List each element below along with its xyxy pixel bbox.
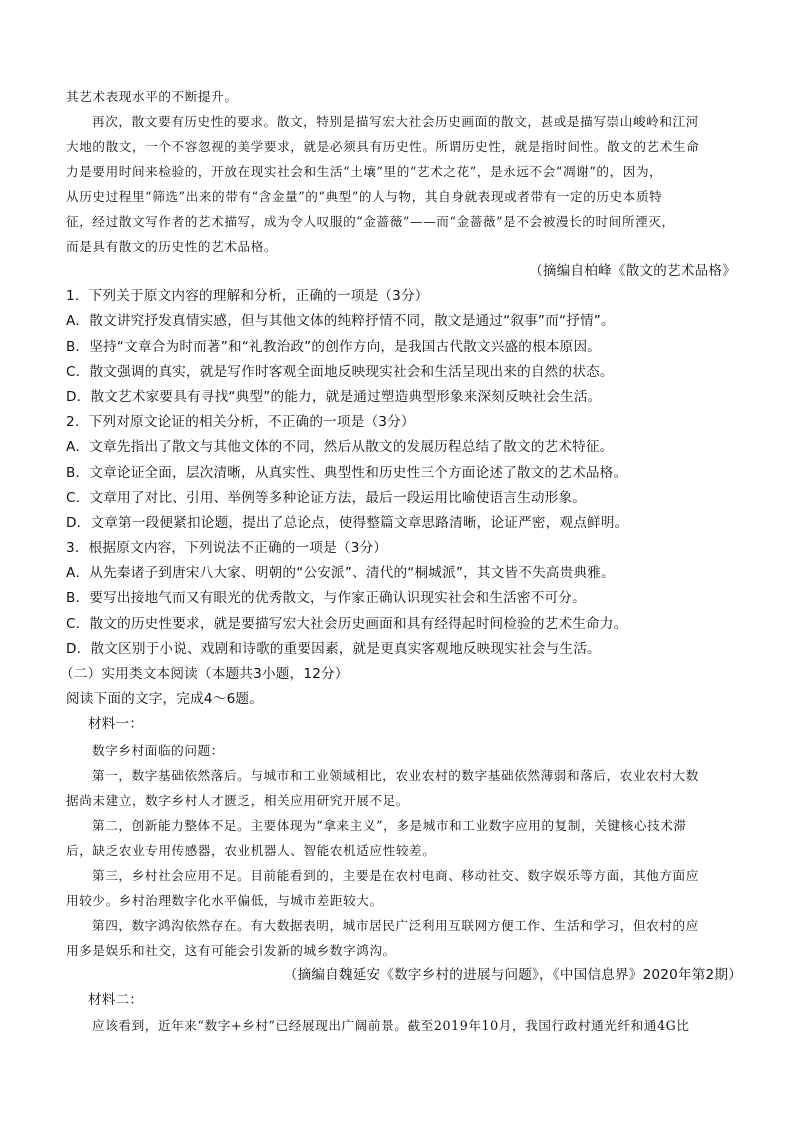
- option-d: D．文章第一段便紧扣论题，提出了总论点，使得整篇文章思路清晰，论证严密，观点鲜明。: [66, 514, 629, 531]
- material-two: [66, 1013, 742, 1038]
- option-c: C．文章用了对比、引用、举例等多种论证方法，最后一段运用比喻使语言生动形象。: [66, 489, 587, 506]
- material-line: 应该看到，近年来“数字+乡村”已经展现出广阔前景。截至2019年10月，我国行政村通光纤和通4G比: [92, 1017, 690, 1033]
- exam-content: [60, 84, 742, 1038]
- material-line: 用较少。乡村治理数字化水平偏低，与城市差距较大。: [66, 892, 383, 908]
- question-section: [60, 259, 742, 738]
- option-a: A．散文讲究抒发真情实感，但与其他文体的纯粹抒情不同，散文是通过“叙事”而“抒情”。: [66, 313, 615, 330]
- material-line: 用多是娱乐和社交，这有可能会引发新的城乡数字鸿沟。: [66, 942, 396, 958]
- material-label: 材料一：: [88, 716, 144, 733]
- material-source: （摘编自魏延安《数字乡村的进展与问题》，《中国信息界》2020年第2期）: [283, 966, 742, 983]
- option-a: A．从先秦诸子到唐宋八大家、明朝的“公安派”、清代的“桐城派”，其文皆不失高贵典雅。: [66, 565, 615, 582]
- essay-line: 其艺术表现水平的不断提升。: [66, 89, 238, 104]
- material-line: 第三，乡村社会应用不足。目前能看到的，主要是在农村电商、移动社交、数字娱乐等方面，其他方面应: [92, 867, 699, 883]
- question-stem: 1．下列关于原文内容的理解和分析，正确的一项是（3分）: [66, 288, 429, 305]
- section-heading: （二）实用类文本阅读（本题共3小题，12分）: [60, 666, 349, 682]
- essay-line: 征，经过散文写作者的艺术描写，成为令人叹服的“金蔷薇”——而“金蔷薇”是不会被漫长的时间所湮灭，: [66, 214, 675, 229]
- essay-excerpt: [66, 84, 742, 259]
- essay-line: 力是要用时间来检验的，开放在现实社会和生活“土壤”里的“艺术之花”，是永远不会“凋谢”的，因为，: [66, 164, 663, 179]
- essay-line: 大地的散文，一个不容忽视的美学要求，就是必须具有历史性。所谓历史性，就是指时间性。散文的艺术生命: [66, 139, 700, 154]
- material-line: 第二，创新能力整体不足。主要体现为“拿来主义”，多是城市和工业数字应用的复制，关键核心技术滞: [92, 817, 687, 833]
- option-d: D．散文艺术家要具有寻找“典型”的能力，就是通过塑造典型形象来深刻反映社会生活。: [66, 388, 602, 405]
- material-one: [66, 738, 742, 963]
- instruction: 阅读下面的文字，完成4～6题。: [66, 691, 264, 708]
- material-line: 第一，数字基础依然落后。与城市和工业领域相比，农业农村的数字基础依然薄弱和落后，农业农村大数: [92, 767, 699, 783]
- essay-line: 再次，散文要有历史性的要求。散文，特别是描写宏大社会历史画面的散文，甚或是描写崇山峻岭和江河: [92, 114, 699, 129]
- material-subtitle: 数字乡村面临的问题：: [92, 742, 224, 758]
- option-b: B．文章论证全面，层次清晰，从真实性、典型性和历史性三个方面论述了散文的艺术品格。: [66, 464, 628, 481]
- essay-line: 从历史过程里“筛选”出来的带有“含金量”的“典型”的人与物，其自身就表现或者带有一定的历史本质特: [66, 189, 663, 204]
- essay-source: （摘编自柏峰《散文的艺术品格》: [529, 263, 736, 279]
- material-label: 材料二：: [88, 991, 144, 1008]
- option-d: D．散文区别于小说、戏剧和诗歌的重要因素，就是更真实客观地反映现实社会与生活。: [66, 640, 601, 657]
- option-b: B．要写出接地气而又有眼光的优秀散文，与作家正确认识现实社会和生活密不可分。: [66, 590, 586, 607]
- option-c: C．散文强调的真实，就是写作时客观全面地反映现实社会和生活呈现出来的自然的状态。: [66, 363, 614, 380]
- essay-line: 而是具有散文的历史性的艺术品格。: [66, 239, 278, 254]
- option-c: C．散文的历史性要求，就是要描写宏大社会历史画面和具有经得起时间检验的艺术生命力。: [66, 615, 628, 632]
- question-stem: 3．根据原文内容，下列说法不正确的一项是（3分）: [66, 540, 388, 557]
- option-b: B．坚持“文章合为时而著”和“礼教治政”的创作方向，是我国古代散文兴盛的根本原因。: [66, 338, 602, 355]
- material-line: 第四，数字鸿沟依然存在。有大数据表明，城市居民广泛利用互联网方便工作、生活和学习，但农村的应: [92, 917, 699, 933]
- option-a: A．文章先指出了散文与其他文体的不同，然后从散文的发展历程总结了散文的艺术特征。: [66, 439, 614, 456]
- material-line: 据尚未建立，数字乡村人才匮乏，相关应用研究开展不足。: [66, 792, 410, 808]
- material-line: 后，缺乏农业专用传感器，农业机器人、智能农机适应性较差。: [66, 842, 436, 858]
- material-one-footer: [66, 963, 742, 1013]
- question-stem: 2．下列对原文论证的相关分析，不正确的一项是（3分）: [66, 414, 415, 431]
